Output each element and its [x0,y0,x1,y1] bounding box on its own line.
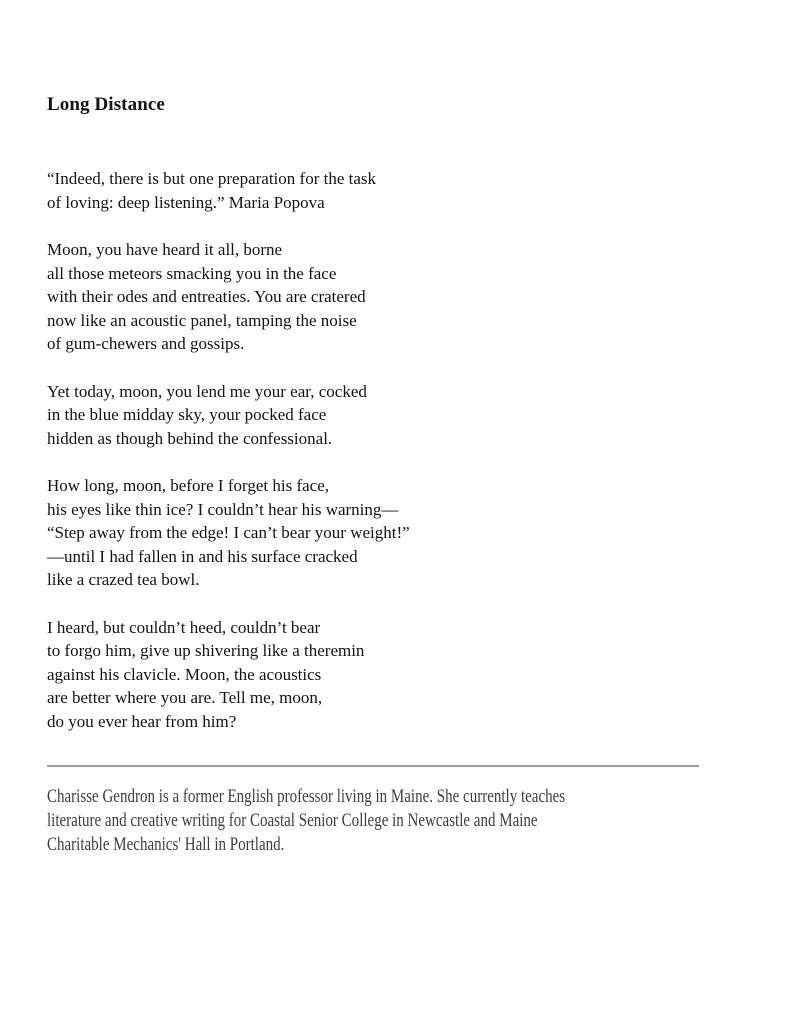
author-bio [47,785,745,857]
poem-line: are better where you are. Tell me, moon, [47,688,323,707]
bio-line: Charitable Mechanics' Hall in Portland. [47,834,285,855]
poem-line: to forgo him, give up shivering like a theremin [47,641,365,660]
section-divider [47,765,699,767]
poem-line: all those meteors smacking you in the face [47,263,337,283]
poem-line: I heard, but couldn’t heed, couldn’t bear [47,617,321,637]
epigraph-line: of loving: deep listening.” Maria Popova [47,192,325,212]
epigraph-line: “Indeed, there is but one preparation for the task [47,169,377,188]
poem-line: with their odes and entreaties. You are cratered [47,287,366,306]
poem-line: —until I had fallen in and his surface cracked [47,546,358,566]
poem-epigraph [47,167,745,214]
poem-line: How long, moon, before I forget his face, [47,476,329,495]
poem-stanzas [47,238,745,733]
poem-line: now like an acoustic panel, tamping the noise [47,310,357,330]
bio-line: literature and creative writing for Coastal Senior College in Newcastle and Maine [47,810,538,831]
poem-stanza [47,474,745,592]
bio-line: Charisse Gendron is a former English professor living in Maine. She currently teaches [47,786,566,807]
poem-stanza [47,238,745,356]
poem-line: of gum-chewers and gossips. [47,334,245,353]
poem-stanza [47,380,745,451]
poem-line: in the blue midday sky, your pocked face [47,405,327,424]
poem-line: his eyes like thin ice? I couldn’t hear his warning— [47,499,399,519]
poem-line: hidden as though behind the confessional. [47,428,333,448]
poem-line: “Step away from the edge! I can’t bear your weight!” [47,523,410,542]
poem-line: like a crazed tea bowl. [47,570,200,589]
poem-line: against his clavicle. Moon, the acoustics [47,664,322,684]
poem-line: do you ever hear from him? [47,711,237,731]
poem-line: Moon, you have heard it all, borne [47,240,283,259]
poem-line: Yet today, moon, you lend me your ear, cocked [47,381,367,401]
poem-stanza [47,616,745,734]
poem-title: Long Distance [47,94,165,115]
